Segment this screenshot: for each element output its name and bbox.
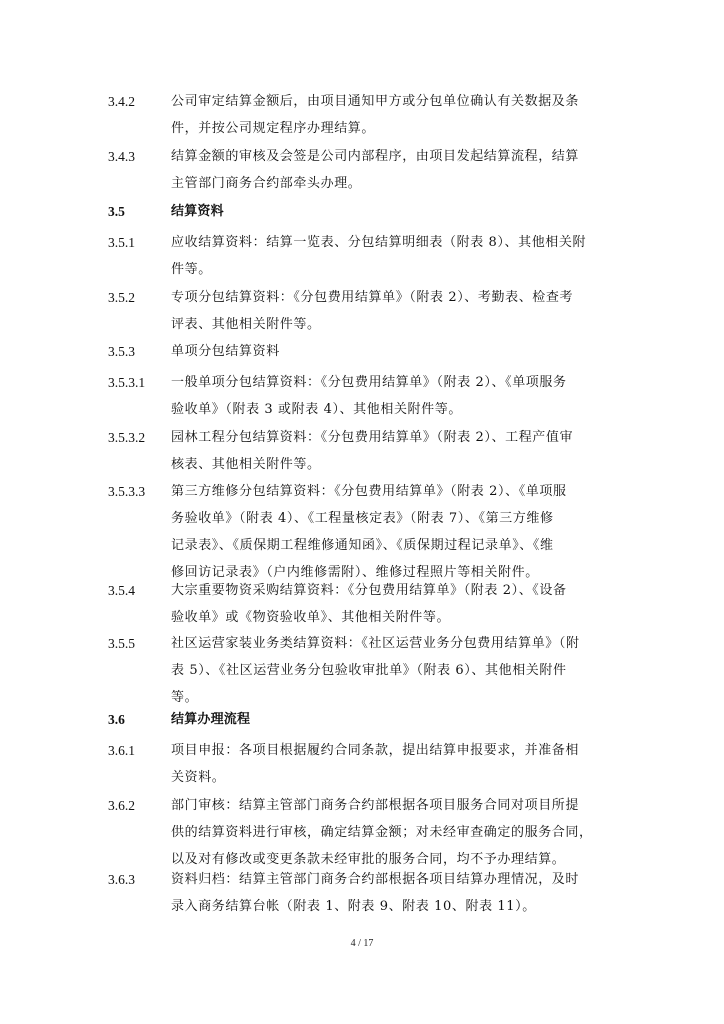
clause-number: 3.5.2 [108, 290, 135, 305]
clause-number: 3.5.4 [108, 583, 135, 598]
clause-3-4-2 [108, 88, 648, 142]
clause-3-4-3 [108, 143, 648, 197]
clause-3-5-2 [108, 284, 648, 338]
clause-3-6-3 [108, 866, 648, 920]
clause-3-6-2 [108, 792, 648, 873]
clause-3-5-3-3 [108, 478, 648, 586]
section-title [171, 706, 648, 733]
clause-text [171, 577, 648, 631]
clause-3-6-1 [108, 737, 648, 791]
clause-number: 3.4.3 [108, 149, 135, 164]
text-line: 以及对有修改或变更条款未经审批的服务合同，均不予办理结算。 [171, 852, 566, 867]
clause-3-5-4 [108, 577, 648, 631]
text-line: 关资料。 [171, 770, 226, 785]
clause-text [171, 369, 648, 423]
text-line: 记录表》、《质保期工程维修通知函》、《质保期过程记录单》、《维 [171, 538, 554, 553]
clause-text [171, 737, 648, 791]
text-line: 园林工程分包结算资料：《分包费用结算单》（附表 2）、工程产值审 [171, 430, 574, 445]
section-number: 3.6 [108, 712, 125, 727]
section-3-5-heading [108, 198, 648, 225]
text-line: 主管部门商务合约部牵头办理。 [171, 176, 362, 191]
text-line: 件，并按公司规定程序办理结算。 [171, 121, 376, 136]
text-line: 核表、其他相关附件等。 [171, 457, 321, 472]
heading-text: 结算办理流程 [171, 712, 251, 727]
text-line: 表 5）、《社区运营业务分包验收审批单》（附表 6）、其他相关附件 [171, 663, 567, 678]
clause-text [171, 143, 648, 197]
text-line: 验收单》（附表 3 或附表 4）、其他相关附件等。 [171, 402, 462, 417]
clause-number: 3.5.3.3 [108, 484, 146, 499]
text-line: 第三方维修分包结算资料：《分包费用结算单》（附表 2）、《单项服 [171, 484, 567, 499]
text-line: 大宗重要物资采购结算资料：《分包费用结算单》（附表 2）、《设备 [171, 583, 567, 598]
clause-3-5-3-1 [108, 369, 648, 423]
clause-3-5-1 [108, 229, 648, 283]
clause-text [171, 88, 648, 142]
text-line: 供的结算资料进行审核，确定结算金额；对未经审查确定的服务合同， [171, 825, 593, 840]
clause-number: 3.5.3.2 [108, 430, 146, 445]
clause-number: 3.5.3.1 [108, 375, 146, 390]
clause-text [171, 229, 648, 283]
clause-text [171, 630, 648, 711]
clause-number: 3.6.2 [108, 798, 135, 813]
text-line: 应收结算资料：结算一览表、分包结算明细表（附表 8）、其他相关附 [171, 235, 587, 250]
clause-number: 3.5.1 [108, 235, 135, 250]
text-line: 修回访记录表》（户内维修需附）、维修过程照片等相关附件。 [171, 565, 539, 580]
section-3-6-heading [108, 706, 648, 733]
clause-text [171, 284, 648, 338]
page-number: 4 / 17 [350, 938, 374, 949]
clause-number: 3.5.3 [108, 344, 135, 359]
text-line: 单项分包结算资料 [171, 344, 280, 359]
clause-text [171, 424, 648, 478]
text-line: 结算金额的审核及会签是公司内部程序，由项目发起结算流程，结算 [171, 149, 580, 164]
clause-text [171, 866, 648, 920]
text-line: 一般单项分包结算资料：《分包费用结算单》（附表 2）、《单项服务 [171, 375, 567, 390]
heading-text: 结算资料 [171, 204, 224, 219]
clause-3-5-5 [108, 630, 648, 711]
section-number: 3.5 [108, 204, 125, 219]
clause-text [171, 478, 648, 586]
clause-text [171, 792, 648, 873]
text-line: 录入商务结算台帐（附表 1、附表 9、附表 10、附表 11）。 [171, 899, 536, 914]
text-line: 资料归档：结算主管部门商务合约部根据各项目结算办理情况，及时 [171, 872, 580, 887]
text-line: 社区运营家装业务类结算资料：《社区运营业务分包费用结算单》（附 [171, 636, 580, 651]
text-line: 项目申报：各项目根据履约合同条款，提出结算申报要求，并准备相 [171, 743, 580, 758]
clause-3-5-3 [108, 338, 648, 365]
text-line: 务验收单》（附表 4）、《工程量核定表》（附表 7）、《第三方维修 [171, 511, 554, 526]
text-line: 公司审定结算金额后，由项目通知甲方或分包单位确认有关数据及条 [171, 94, 580, 109]
clause-number: 3.6.3 [108, 872, 135, 887]
clause-number: 3.5.5 [108, 636, 135, 651]
text-line: 部门审核：结算主管部门商务合约部根据各项目服务合同对项目所提 [171, 798, 580, 813]
text-line: 等。 [171, 690, 199, 705]
clause-text [171, 338, 648, 365]
text-line: 件等。 [171, 262, 212, 277]
clause-3-5-3-2 [108, 424, 648, 478]
clause-number: 3.6.1 [108, 743, 135, 758]
text-line: 评表、其他相关附件等。 [171, 317, 321, 332]
text-line: 验收单》或《物资验收单》、其他相关附件等。 [171, 610, 451, 625]
section-title [171, 198, 648, 225]
text-line: 专项分包结算资料：《分包费用结算单》（附表 2）、考勤表、检查考 [171, 290, 574, 305]
clause-number: 3.4.2 [108, 94, 135, 109]
